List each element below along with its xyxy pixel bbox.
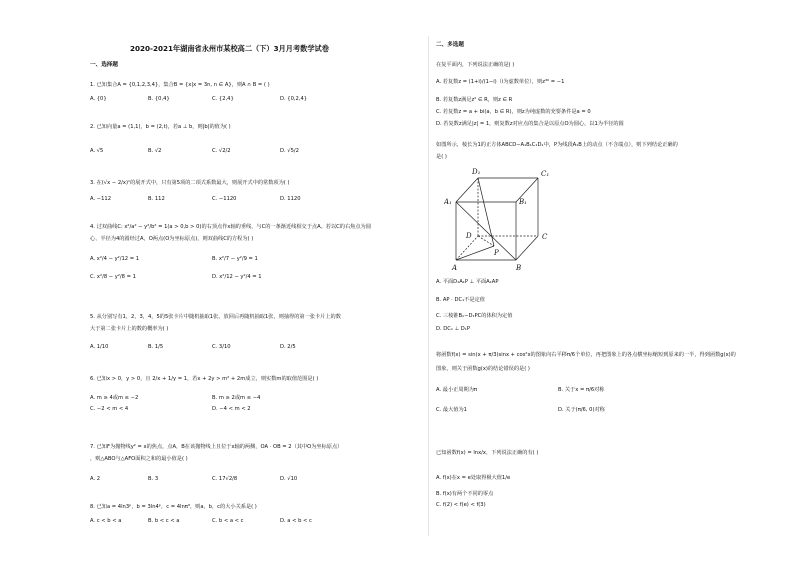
question-10-option-b: B. AP · DC₁不是定值 <box>436 297 485 303</box>
question-8-stem: 8. 已知a = 4ln3ᵖ，b = 3ln4ᵖ，c = 4lnπ³，则a，b，c的大小关系是( ) <box>90 504 257 510</box>
label-a: A <box>452 264 458 272</box>
question-8-option-b: B. b < c < a <box>148 518 180 524</box>
question-11-option-c: C. 最大值为1 <box>436 407 467 413</box>
question-7-option-b: B. 3 <box>148 476 159 482</box>
question-11-option-b: B. 关于x = π/6对称 <box>558 387 605 393</box>
question-4-stem-line-1: 4. 过双曲线C: x²/a² − y²/b² = 1(a > 0,b > 0)的右顶点作x轴的垂线，与C的一条渐近线相交于点A。若以C的右焦点为圆 <box>90 224 371 230</box>
question-5-option-a: A. 1/10 <box>90 344 109 350</box>
question-6-option-b: B. m ≥ 2或m ≤ −4 <box>212 395 261 401</box>
cube-figure <box>444 164 564 272</box>
question-1-option-c: C. {2,4} <box>212 96 234 102</box>
question-1-option-b: B. {0,4} <box>148 96 170 102</box>
question-4-stem-line-2: 心、半径为4的圆经过A，O两点(O为坐标原点)，则双曲线C的方程为( ) <box>90 236 254 242</box>
question-3-option-d: D. 1120 <box>280 196 301 202</box>
question-4-option-c: C. x²/8 − y²/8 = 1 <box>90 274 136 280</box>
question-9-stem: 在复平面内，下列说法正确的是( ) <box>436 62 515 68</box>
question-7-option-c: C. 17√2/8 <box>212 476 238 482</box>
question-6-stem: 6. 已知x > 0，y > 0，且 2/x + 1/y = 1，若x + 2y > m² + 2m成立，则实数m的取值范围是( ) <box>90 376 319 382</box>
question-6-option-c: C. −2 < m < 4 <box>90 406 129 412</box>
section-heading-choice: 一、选择题 <box>90 62 118 68</box>
question-10-option-d: D. DC₁ ⊥ D₁P <box>436 326 471 332</box>
question-12-stem: 已知函数f(x) = lnx/x，下列说法正确的有( ) <box>436 450 539 456</box>
question-12-option-c: C. f(2) < f(e) < f(3) <box>436 502 486 508</box>
question-7-stem-line-2: ，则△ABO与△AFO面积之和的最小值是( ) <box>90 456 188 462</box>
label-p: P <box>494 249 499 257</box>
question-2-option-c: C. √2/2 <box>212 148 231 154</box>
question-10-option-a: A. 平面D₁A₁P ⊥ 平面A₁AP <box>436 279 499 285</box>
question-12-option-a: A. f(x)在x = e处取得极大值1/e <box>436 475 511 481</box>
question-5-stem-line-1: 5. 从分别写有1，2，3，4，5的5张卡片中随机抽取1张，放回后再随机抽取1张，则抽得的第一张卡片上的数 <box>90 314 341 320</box>
question-7-option-d: D. √10 <box>280 476 298 482</box>
question-9-option-c: C. 若复数z = a + bi(a，b ∈ R)，则z为纯虚数的充要条件是a = 0 <box>436 109 591 115</box>
question-6-option-a: A. m ≥ 4或m ≤ −2 <box>90 395 139 401</box>
question-2-option-d: D. √5/2 <box>280 148 299 154</box>
question-1-option-a: A. {0} <box>90 96 107 102</box>
question-12-option-b: B. f(x)有两个不同的零点 <box>436 491 494 497</box>
question-8-option-c: C. b < a < c <box>212 518 244 524</box>
question-3-stem: 3. 在(√x − 2/x)ⁿ的展开式中，只有第5项的二项式系数最大，则展开式中的常数项为( ) <box>90 180 290 186</box>
question-5-option-c: C. 3/10 <box>212 344 231 350</box>
segment-dp <box>478 236 494 246</box>
question-2-option-b: B. √2 <box>148 148 162 154</box>
question-10-option-c: C. 三棱锥B₁−D₁PC的体积为定值 <box>436 313 513 319</box>
edge-bc <box>516 236 538 260</box>
label-a1: A₁ <box>444 198 452 206</box>
question-9-option-d: D. 若复数z满足|z| = 1，则复数z对应点的集合是以原点O为圆心，以1为半径的圆 <box>436 121 624 127</box>
question-11-option-a: A. 最小正周期为π <box>436 387 478 393</box>
question-11-stem-line-2: 图象，则关于函数g(x)的结论错误的是( ) <box>436 366 530 372</box>
question-8-option-d: D. a < b < c <box>280 518 312 524</box>
question-1-option-d: D. {0,2,4} <box>280 96 308 102</box>
question-3-option-b: B. 112 <box>148 196 165 202</box>
question-7-stem-line-1: 7. 已知F为抛物线y² = x的焦点，点A，B在该抛物线上且位于x轴的两侧，OA · OB = 2（其中O为坐标原点） <box>90 444 343 450</box>
question-4-option-d: D. x²/12 − y²/4 = 1 <box>212 274 262 280</box>
column-divider <box>428 36 429 536</box>
question-5-stem-line-2: 大于第二张卡片上的数的概率为( ) <box>90 326 169 332</box>
question-9-option-a: A. 若复数z = (1+i)/(1−i)（i为虚数单位），则z³⁰ = −1 <box>436 79 565 85</box>
label-b1: B₁ <box>519 198 527 206</box>
question-11-stem-line-1: 将函数f(x) = sin(x + π/3)sinx + cos²x的图象向右平移π/6个单位，再把图象上的各点横坐标缩短到原来的一半，得到函数g(x)的 <box>436 352 736 358</box>
question-3-option-a: A. −112 <box>90 196 112 202</box>
question-1-stem: 1. 已知集合A = {0,1,2,3,4}，集合B = {x|x = 3n, n ∈ A}，则A ∩ B = ( ) <box>90 82 270 88</box>
question-7-option-a: A. 2 <box>90 476 101 482</box>
question-9-option-b: B. 若复数z满足z² ∈ R，则z ∈ R <box>436 97 513 103</box>
label-d: D <box>466 232 472 240</box>
label-d1: D₁ <box>472 168 481 176</box>
question-10-stem-line-1: 如图所示，棱长为1的正方体ABCD−A₁B₁C₁D₁中，P为线段A₁B上的动点（不含端点），则下列结论正确的 <box>436 142 678 148</box>
section-heading-multi: 二、多选题 <box>436 42 464 48</box>
label-c1: C₁ <box>541 170 550 178</box>
question-11-option-d: D. 关于(π/6, 0)对称 <box>558 407 605 413</box>
segment-ap <box>456 246 494 260</box>
question-8-option-a: A. c < b < a <box>90 518 122 524</box>
question-5-option-d: D. 2/5 <box>280 344 296 350</box>
question-5-option-b: B. 1/5 <box>148 344 164 350</box>
question-2-option-a: A. √5 <box>90 148 104 154</box>
page-title: 2020-2021年湖南省永州市某校高二（下）3月月考数学试卷 <box>130 44 329 53</box>
question-4-option-b: B. x²/7 − y²/9 = 1 <box>212 256 258 262</box>
label-c: C <box>542 233 548 241</box>
question-4-option-a: A. x²/4 − y²/12 = 1 <box>90 256 140 262</box>
question-3-option-c: C. −1120 <box>212 196 237 202</box>
question-10-stem-line-2: 是( ) <box>436 154 447 160</box>
label-b: B <box>516 264 522 272</box>
edge-a1d1 <box>456 178 478 202</box>
question-6-option-d: D. −4 < m < 2 <box>212 406 251 412</box>
question-2-stem: 2. 已知向量a = (1,1)，b = (2,t)，若a ⊥ b，则|b|的值为( ) <box>90 124 231 130</box>
